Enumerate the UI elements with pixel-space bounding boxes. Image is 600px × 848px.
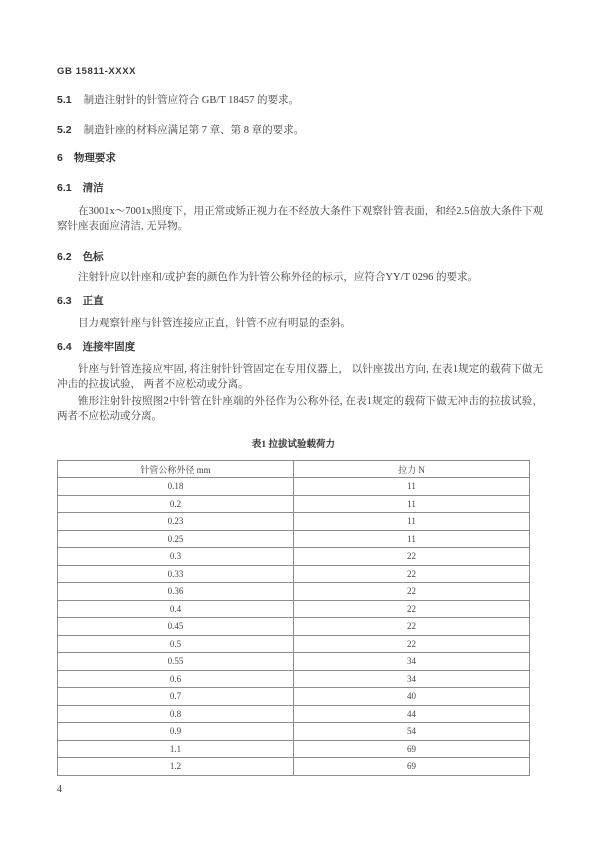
force-cell: 69 — [294, 758, 530, 776]
section-6-3-paragraph: 目力观察针座与针管连接应正直，针管不应有明显的歪斜。 — [78, 318, 351, 329]
force-cell: 34 — [294, 653, 530, 671]
table-body — [58, 478, 530, 776]
force-cell: 22 — [294, 600, 530, 618]
force-cell: 44 — [294, 705, 530, 723]
section-6-1-heading — [57, 182, 543, 195]
force-cell: 22 — [294, 548, 530, 566]
table-row — [58, 653, 530, 671]
clause-5-1 — [57, 94, 543, 107]
section-6-2-paragraph: 注射针应以针座和/或护套的颜色作为针管公称外径的标示，应符合YY/T 0296 的要求。 — [78, 272, 478, 283]
section-6-3-title: 正直 — [82, 296, 104, 307]
diameter-cell: 0.8 — [58, 705, 294, 723]
diameter-cell: 0.55 — [58, 653, 294, 671]
table-row — [58, 688, 530, 706]
table-row — [58, 548, 530, 566]
table-row — [58, 723, 530, 741]
force-cell: 11 — [294, 513, 530, 531]
section-6-4-title: 连接牢固度 — [82, 342, 136, 353]
table-row — [58, 635, 530, 653]
section-6-4-number: 6.4 — [57, 341, 72, 353]
force-cell: 11 — [294, 495, 530, 513]
diameter-cell: 0.7 — [58, 688, 294, 706]
diameter-cell: 0.25 — [58, 530, 294, 548]
clause-5-1-number: 5.1 — [57, 94, 72, 106]
diameter-cell: 1.2 — [58, 758, 294, 776]
section-6-1-paragraph: 在3001x～7001x照度下，用正常或矫正视力在不经放大条件下观察针管表面，和经2.5倍放大条件下观察针座表面应清洁, 无异物。 — [57, 206, 543, 232]
table-row — [58, 478, 530, 496]
force-cell: 54 — [294, 723, 530, 741]
section-6-1-number: 6.1 — [57, 182, 72, 194]
section-6-4-paragraph-1: 针座与针管连接应牢固, 将注射针针管固定在专用仪器上， 以针座拔出方向, 在表1规定的载荷下做无冲击的拉拔试验， 两者不应松动或分离。 — [57, 364, 543, 390]
diameter-cell: 0.23 — [58, 513, 294, 531]
section-6-4-heading — [57, 341, 543, 354]
force-cell: 22 — [294, 565, 530, 583]
diameter-cell: 0.33 — [58, 565, 294, 583]
table-row — [58, 565, 530, 583]
section-6-heading — [57, 152, 543, 165]
diameter-cell: 0.6 — [58, 670, 294, 688]
section-6-2-number: 6.2 — [57, 251, 72, 263]
column-header-force: 拉力 N — [294, 461, 530, 478]
clause-5-2-number: 5.2 — [57, 124, 72, 136]
table-row — [58, 513, 530, 531]
diameter-cell: 0.36 — [58, 583, 294, 601]
column-header-diameter: 针管公称外径 mm — [58, 461, 294, 478]
table-row — [58, 705, 530, 723]
pull-test-load-table — [57, 460, 530, 776]
table-header-row — [58, 461, 530, 478]
section-6-1-title: 清洁 — [82, 183, 104, 194]
section-6-2-heading — [57, 251, 543, 264]
clause-5-2 — [57, 124, 543, 137]
force-cell: 34 — [294, 670, 530, 688]
clause-5-2-text: 制造针座的材料应满足第 7 章、第 8 章的要求。 — [83, 125, 305, 136]
table-row — [58, 495, 530, 513]
table-row — [58, 600, 530, 618]
diameter-cell: 0.5 — [58, 635, 294, 653]
force-cell: 11 — [294, 478, 530, 496]
table-1-caption: 表1 拉拔试验载荷力 — [251, 440, 336, 450]
page-number: 4 — [57, 784, 62, 795]
diameter-cell: 0.45 — [58, 618, 294, 636]
diameter-cell: 0.9 — [58, 723, 294, 741]
standard-number-header: GB 15811-XXXX — [57, 66, 137, 77]
force-cell: 22 — [294, 618, 530, 636]
section-6-2-title: 色标 — [82, 252, 104, 263]
diameter-cell: 0.18 — [58, 478, 294, 496]
section-6-3-number: 6.3 — [57, 295, 72, 307]
force-cell: 22 — [294, 635, 530, 653]
table-row — [58, 583, 530, 601]
table-row — [58, 740, 530, 758]
diameter-cell: 0.4 — [58, 600, 294, 618]
diameter-cell: 0.3 — [58, 548, 294, 566]
diameter-cell: 1.1 — [58, 740, 294, 758]
section-6-4-paragraph-2: 锥形注射针按照图2中针管在针座端的外径作为公称外径, 在表1规定的载荷下做无冲击的拉拔试验， 两者不应松动或分离。 — [57, 396, 543, 422]
section-6-3-heading — [57, 295, 543, 308]
force-cell: 11 — [294, 530, 530, 548]
section-6-number: 6 — [57, 152, 63, 164]
clause-5-1-text: 制造注射针的针管应符合 GB/T 18457 的要求。 — [83, 95, 299, 106]
table-row — [58, 530, 530, 548]
diameter-cell: 0.2 — [58, 495, 294, 513]
table-row — [58, 670, 530, 688]
force-cell: 40 — [294, 688, 530, 706]
table-row — [58, 758, 530, 776]
section-6-title: 物理要求 — [73, 153, 116, 164]
force-cell: 69 — [294, 740, 530, 758]
table-row — [58, 618, 530, 636]
force-cell: 22 — [294, 583, 530, 601]
